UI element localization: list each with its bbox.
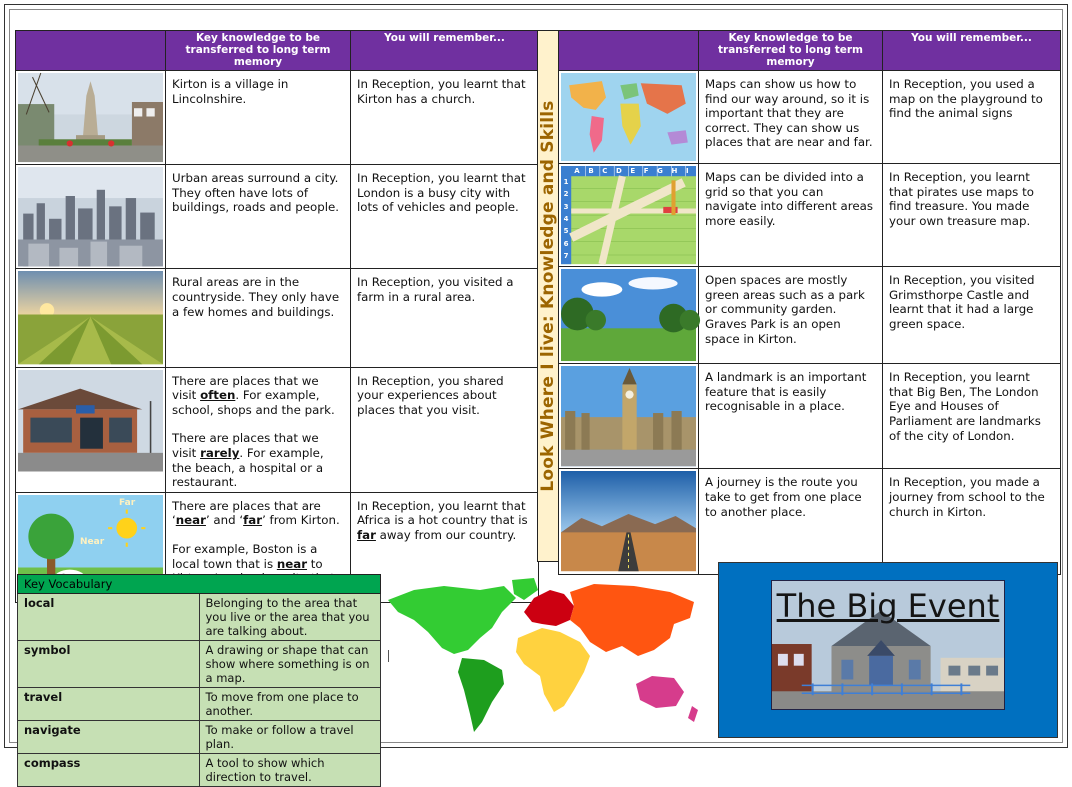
table-row xyxy=(16,269,539,367)
grid-letter: I xyxy=(685,166,689,175)
row-knowledge-cell xyxy=(166,71,351,165)
row-image-cell xyxy=(16,165,166,269)
row-remember-cell xyxy=(883,267,1061,364)
vocab-definition: To move from one place to another. xyxy=(199,688,381,721)
table-row xyxy=(16,367,539,492)
spacer xyxy=(172,528,345,542)
keyword-often: often xyxy=(200,388,236,403)
spacer xyxy=(172,417,345,431)
row-knowledge-cell xyxy=(166,269,351,367)
vocab-word: symbol xyxy=(18,641,200,688)
table-row xyxy=(559,267,1061,364)
north-america-shape xyxy=(388,586,516,654)
right-header-key-knowledge: Key knowledge to be transferred to long term memory xyxy=(699,31,883,71)
grid-letters xyxy=(570,166,693,176)
keyword-rarely: rarely xyxy=(200,446,240,461)
text-part: . For example, school, shops and the park. xyxy=(172,388,335,417)
grid-number: 2 xyxy=(563,190,569,199)
text-part: For example, Boston is a local town that is xyxy=(172,542,318,571)
grid-number: 4 xyxy=(563,214,569,223)
right-header-row xyxy=(559,31,1061,71)
vocab-row xyxy=(18,688,381,721)
park-image xyxy=(561,269,696,361)
remember-text xyxy=(357,499,533,543)
grid-letter: B xyxy=(588,166,594,175)
remember-text: In Reception, you learnt that Big Ben, The London Eye and Houses of Parliament are landmarks of the city of London. xyxy=(889,370,1041,443)
left-header-remember: You will remember... xyxy=(351,31,539,71)
grid-letter: E xyxy=(630,166,636,175)
vocab-row xyxy=(18,721,381,754)
knowledge-text: Open spaces are mostly green areas such as a park or community garden. Graves Park is an open space in Kirton. xyxy=(705,273,865,346)
keyword-near: near xyxy=(175,513,206,528)
text-part: There are places that we visit xyxy=(172,431,319,461)
knowledge-text: Maps can be divided into a grid so that you can navigate into different areas more easily. xyxy=(705,169,873,228)
asia-shape xyxy=(570,584,694,656)
remember-text: In Reception, you visited Grimsthorpe Castle and learnt that it had a large green space. xyxy=(889,273,1035,331)
keyword-near: near xyxy=(276,556,308,571)
grid-map-image xyxy=(561,166,696,264)
text-part: ’ and ‘ xyxy=(205,513,244,528)
big-event-panel xyxy=(718,562,1058,738)
vocab-header-row xyxy=(18,575,381,594)
vocab-definition: A tool to show which direction to travel. xyxy=(199,754,381,787)
grid-letter: H xyxy=(671,166,678,175)
vocab-word: local xyxy=(18,594,200,641)
row-knowledge-cell xyxy=(699,267,883,364)
text-part: ’ from Kirton. xyxy=(262,513,340,528)
grid-letter: F xyxy=(643,166,649,175)
left-header-image xyxy=(16,31,166,71)
table-row xyxy=(559,469,1061,574)
south-america-shape xyxy=(458,658,504,732)
vocab-word: navigate xyxy=(18,721,200,754)
row-remember-cell xyxy=(883,71,1061,164)
row-image-cell xyxy=(16,367,166,492)
vocab-word: compass xyxy=(18,754,200,787)
row-image-cell xyxy=(16,269,166,367)
world-map-image xyxy=(561,73,696,161)
row-remember-cell xyxy=(351,71,539,165)
remember-text: In Reception, you visited a farm in a rural area. xyxy=(357,275,514,305)
table-row xyxy=(16,71,539,165)
grid-number: 3 xyxy=(563,202,569,211)
knowledge-text: A landmark is an important feature that is easily recognisable in a place. xyxy=(705,370,867,414)
right-knowledge-table xyxy=(558,30,1061,575)
row-remember-cell xyxy=(351,165,539,269)
countryside-image xyxy=(18,271,163,364)
keyword-far: far xyxy=(357,528,376,543)
topic-banner xyxy=(537,30,559,562)
grid-letter: D xyxy=(615,166,622,175)
banner-title: Look Where I live: Knowledge and Skills xyxy=(538,100,558,492)
grid-letter: C xyxy=(602,166,608,175)
grid-letter: G xyxy=(657,166,663,175)
left-header-key-knowledge: Key knowledge to be transferred to long term memory xyxy=(166,31,351,71)
table-row xyxy=(559,364,1061,469)
row-knowledge-cell xyxy=(699,364,883,469)
row-knowledge-cell xyxy=(166,165,351,269)
knowledge-text: A journey is the route you take to get from one place to another place. xyxy=(705,475,862,519)
remember-text: In Reception, you used a map on the playground to find the animal signs xyxy=(889,77,1043,121)
vocab-definition: Belonging to the area that you live or the area that you are talking about. xyxy=(199,594,381,641)
continents-map xyxy=(384,572,714,742)
far-label: Far xyxy=(119,497,136,508)
row-knowledge-cell xyxy=(699,469,883,574)
left-header-row xyxy=(16,31,539,71)
city-skyline-image xyxy=(18,167,163,266)
table-row xyxy=(559,163,1061,266)
vocab-definition: A drawing or shape that can show where something is on a map. xyxy=(199,641,381,688)
vocab-definition: To make or follow a travel plan. xyxy=(199,721,381,754)
greenland-shape xyxy=(512,578,538,600)
right-header-remember: You will remember... xyxy=(883,31,1061,71)
remember-text: In Reception, you learnt that pirates use maps to find treasure. You made your own treasure map. xyxy=(889,169,1034,228)
near-label: Near xyxy=(80,536,105,547)
vocab-word: travel xyxy=(18,688,200,721)
europe-shape xyxy=(524,590,574,626)
row-remember-cell xyxy=(351,367,539,492)
africa-shape xyxy=(516,628,590,712)
remember-text: In Reception, you made a journey from school to the church in Kirton. xyxy=(889,475,1045,519)
big-event-photo xyxy=(771,580,1005,710)
text-part: There are places that are ‘ xyxy=(172,498,321,528)
row-image-cell xyxy=(559,71,699,164)
row-remember-cell xyxy=(883,469,1061,574)
grid-number: 1 xyxy=(563,178,569,187)
remember-text: In Reception, you learnt that Kirton has a church. xyxy=(357,77,526,106)
grid-numbers xyxy=(561,176,571,262)
row-knowledge-cell xyxy=(699,71,883,164)
text-part: There are places that we visit xyxy=(172,373,319,403)
knowledge-text: Urban areas surround a city. They often have lots of buildings, roads and people. xyxy=(172,171,339,215)
grid-number: 5 xyxy=(563,227,569,236)
row-image-cell xyxy=(559,364,699,469)
vocab-row xyxy=(18,754,381,787)
row-remember-cell xyxy=(351,269,539,367)
row-remember-cell xyxy=(883,163,1061,266)
key-vocabulary-table xyxy=(17,574,381,787)
knowledge-rarely-text xyxy=(172,431,345,489)
table-row xyxy=(16,165,539,269)
grid-number: 7 xyxy=(563,251,569,260)
knowledge-text: Maps can show us how to find our way around, so it is important that they are correct. They can show us places that are near and far. xyxy=(705,77,873,150)
remember-text: In Reception, you shared your experiences about places that you visit. xyxy=(357,373,504,417)
text-part: . For example, the beach, a hospital or a restaurant. xyxy=(172,446,324,490)
grid-number: 6 xyxy=(563,239,569,248)
row-knowledge-cell xyxy=(699,163,883,266)
text-part: away from our country. xyxy=(375,528,517,543)
knowledge-text: Rural areas are in the countryside. They only have a few homes and buildings. xyxy=(172,275,340,319)
big-ben-image xyxy=(561,366,696,466)
row-knowledge-cell xyxy=(166,367,351,492)
text-part: In Reception, you learnt that Africa is a hot country that is xyxy=(357,498,528,528)
knowledge-near-far-text xyxy=(172,499,345,528)
text-part: to xyxy=(310,556,323,571)
right-header-image xyxy=(559,31,699,71)
row-remember-cell xyxy=(883,364,1061,469)
road-journey-image xyxy=(561,471,696,571)
row-image-cell xyxy=(559,163,699,266)
remember-text: In Reception, you learnt that London is a busy city with lots of vehicles and people. xyxy=(357,171,526,215)
big-event-title: The Big Event xyxy=(776,587,1000,625)
knowledge-often-text xyxy=(172,374,345,418)
oceania-shape xyxy=(636,676,684,708)
keyword-far: far xyxy=(243,513,263,528)
new-zealand-shape xyxy=(688,706,698,722)
table-row xyxy=(559,71,1061,164)
row-image-cell xyxy=(559,469,699,574)
row-image-cell xyxy=(559,267,699,364)
row-image-cell xyxy=(16,71,166,165)
vocab-row xyxy=(18,641,381,688)
vocab-row xyxy=(18,594,381,641)
local-shop-image xyxy=(18,370,163,472)
left-knowledge-table xyxy=(15,30,539,603)
vocab-title: Key Vocabulary xyxy=(18,575,381,594)
knowledge-text: Kirton is a village in Lincolnshire. xyxy=(172,77,289,106)
kirton-village-image xyxy=(18,73,163,162)
grid-letter: A xyxy=(574,166,580,175)
